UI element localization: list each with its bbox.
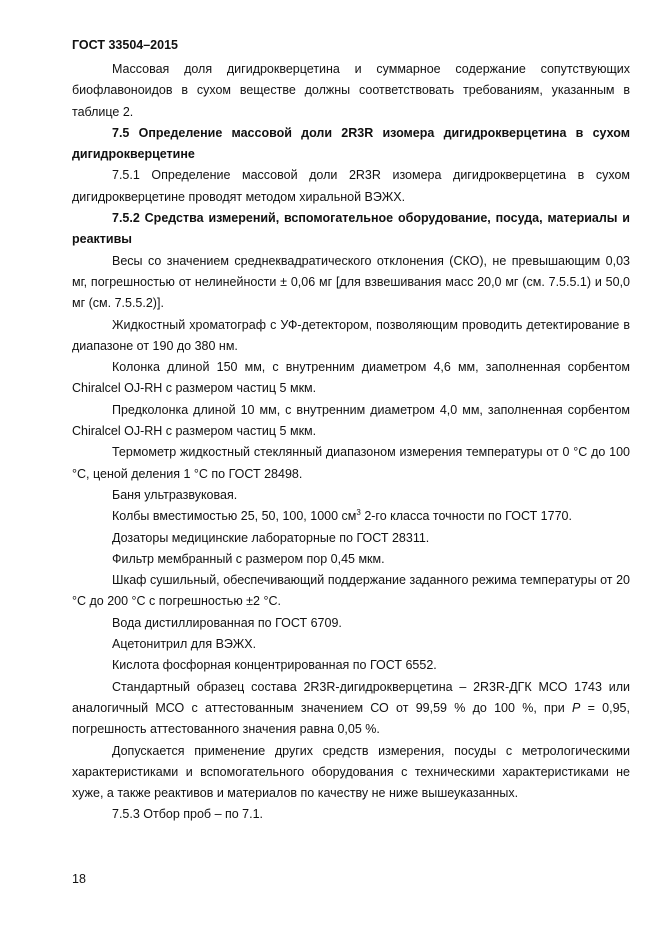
standard-header: ГОСТ 33504–2015 [72, 38, 178, 52]
flasks-text: Колбы вместимостью 25, 50, 100, 1000 см [112, 509, 357, 524]
paragraph: Жидкостный хроматограф с УФ-детектором, позволяющим проводить детектирование в диапазоне от 190 до 380 нм. [72, 317, 630, 353]
paragraph: Дозаторы медицинские лабораторные по ГОСТ 28311. [112, 530, 430, 545]
page-number: 18 [72, 872, 86, 886]
paragraph: Шкаф сушильный, обеспечивающий поддержание заданного режима температуры от 20 °С до 200 °С с погрешностью ±2 °С. [72, 573, 630, 609]
section-heading: 7.5.2 Средства измерений, вспомогательное оборудование, посуда, материалы и реактивы [72, 211, 630, 247]
paragraph: Вода дистиллированная по ГОСТ 6709. [112, 615, 342, 630]
paragraph-flasks [72, 506, 630, 527]
paragraph-standard-sample [72, 677, 630, 741]
section-heading: 7.5 Определение массовой доли 2R3R изомера дигидрокверцетина в сухом дигидрокверцетине [72, 125, 630, 162]
flasks-tail: 2-го класса точности по ГОСТ 1770. [360, 509, 572, 524]
paragraph: Ацетонитрил для ВЭЖХ. [112, 637, 257, 652]
paragraph: Баня ультразвуковая. [112, 487, 238, 502]
superscript: 3 [356, 508, 361, 518]
probability-symbol: P [572, 700, 581, 715]
paragraph: Массовая доля дигидрокверцетина и суммарное содержание сопутствующих биофлавоноидов в сухом веществе должны соответствовать требованиям, указанным в таблице 2. [72, 62, 630, 119]
document-page [72, 38, 630, 826]
standard-sample-text: Стандартный образец состава 2R3R-дигидрокверцетина – 2R3R-ДГК МСО 1743 или аналогичный МСО с аттестованным значением СО от 99,59 % до 100 %, при [72, 679, 630, 715]
paragraph: 7.5.1 Определение массовой доли 2R3R изомера дигидрокверцетина в сухом дигидрокверцетине проводят методом хиральной ВЭЖХ. [72, 168, 630, 204]
paragraph: Термометр жидкостный стеклянный диапазоном измерения температуры от 0 °С до 100 °С, ценой деления 1 °С по ГОСТ 28498. [72, 445, 630, 481]
paragraph: Фильтр мембранный с размером пор 0,45 мкм. [112, 551, 385, 566]
paragraph: Колонка длиной 150 мм, с внутренним диаметром 4,6 мм, заполненная сорбентом Chiralcel OJ-RH с размером частиц 5 мкм. [72, 360, 630, 396]
paragraph: Предколонка длиной 10 мм, с внутренним диаметром 4,0 мм, заполненная сорбентом Chiralcel OJ-RH с размером частиц 5 мкм. [72, 402, 630, 439]
paragraph: Кислота фосфорная концентрированная по ГОСТ 6552. [112, 658, 437, 673]
paragraph: 7.5.3 Отбор проб – по 7.1. [112, 807, 264, 822]
standard-sample-tail: = 0,95, погрешность аттестованного значения равна 0,05 %. [72, 700, 630, 737]
paragraph: Допускается применение других средств измерения, посуды с метрологическими характеристиками и вспомогательного оборудования с техническими характеристиками не хуже, а также реактивов и материалов по качеству не ниже вышеуказанных. [72, 743, 630, 801]
paragraph: Весы со значением среднеквадратического отклонения (СКО), не превышающим 0,03 мг, погрешностью от нелинейности ± 0,06 мг [для взвешивания масс 20,0 мг (см. 7.5.5.1) и 50,0 мг (см. 7.5.5.2)]. [72, 253, 630, 311]
